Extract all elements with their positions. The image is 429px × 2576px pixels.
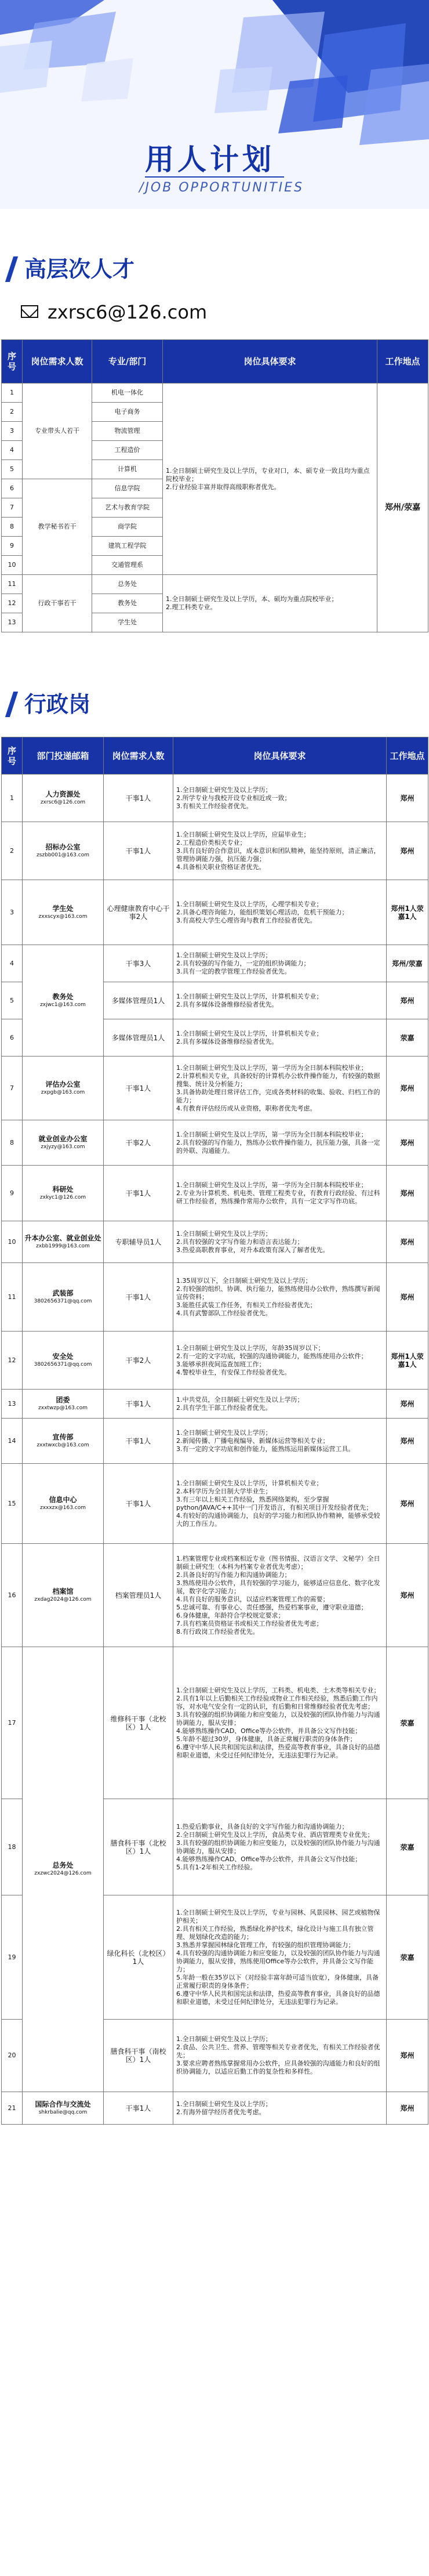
loc-cell: 郑州 xyxy=(387,2020,428,2092)
row-no: 6 xyxy=(2,1019,23,1057)
req-line: 4.具备相关职业资格证者优先。 xyxy=(176,863,266,871)
loc-cell: 郑州 xyxy=(387,1221,428,1263)
table-row xyxy=(2,880,428,945)
loc-cell: 郑州 xyxy=(387,775,428,822)
req-line: 1.全日制硕士研究生及以上学历，第一学历为全日制本科院校毕业； xyxy=(176,1130,368,1138)
loc-cell: 郑州 xyxy=(387,1263,428,1332)
dept-name: 学生处 xyxy=(52,904,74,913)
dept-name: 招标办公室 xyxy=(45,842,81,851)
mail-icon xyxy=(21,305,38,318)
dept-email[interactable]: zxpgb@163.com xyxy=(41,1089,85,1095)
table-row xyxy=(2,1221,428,1263)
loc-cell: 荥嘉 xyxy=(387,1799,428,1895)
req-line: 5.年龄不超过30岁，身体健康，具备正常履行职责的身体条件； xyxy=(176,1735,357,1743)
req-line: 2.本科学历为全日制大学毕业生； xyxy=(176,1487,272,1495)
job-cell: 膳食科干事（北校区）1人 xyxy=(104,1799,173,1895)
loc-cell: 郑州1人荥嘉1人 xyxy=(387,1332,428,1390)
col-no: 序号 xyxy=(2,340,23,383)
req-cell xyxy=(173,822,387,880)
row-no: 20 xyxy=(2,2020,23,2092)
dept-name: 总务处 xyxy=(52,1861,74,1869)
req-line: 1.全日制硕士研究生及以上学历； xyxy=(176,2100,272,2108)
row-no: 9 xyxy=(2,537,23,556)
req-line: 2.具有1年以上后勤相关工作经验或物业工作相关经验，熟悉后勤工作内容，对水电气安全有一定的认识，有后勤和日常维修经验者优先考虑； xyxy=(176,1694,378,1710)
req-line: 3.具有较强的组织协调能力和应变能力，以及较强的团队协作能力与沟通协调能力，服从安排； xyxy=(176,1839,380,1855)
loc-cell: 郑州 xyxy=(387,822,428,880)
dept-email[interactable]: zxdag2024@126.com xyxy=(34,1596,92,1602)
row-no: 8 xyxy=(2,518,23,537)
dept-email[interactable]: zxkyc1@126.com xyxy=(39,1194,86,1200)
job-cell: 干事1人 xyxy=(104,1390,173,1419)
dept-email[interactable]: zszbb001@163.com xyxy=(36,852,89,858)
job-cell: 干事1人 xyxy=(104,822,173,880)
req-line: 3.热爱高职教育事业，对升本政策有深入了解者优先。 xyxy=(176,1246,329,1254)
job-cell: 干事1人 xyxy=(104,775,173,822)
row-no: 5 xyxy=(2,982,23,1019)
loc-cell: 郑州1人荥嘉1人 xyxy=(387,880,428,945)
col-major: 专业/部门 xyxy=(92,340,163,383)
req-line: 2.行业经验丰富并取得高级职称者优先。 xyxy=(166,483,281,491)
req-line: 2.理工科类专业。 xyxy=(166,603,217,611)
table-row xyxy=(2,1263,428,1332)
admin-table xyxy=(1,737,428,2125)
major-cell: 艺术与教育学院 xyxy=(92,498,163,518)
req-line: 7.具有档案员资格证书或相关工作经验者优先考虑； xyxy=(176,1619,323,1627)
loc-cell: 郑州/荥嘉 xyxy=(377,383,428,632)
req-line: 1.全日制硕士研究生及以上学历； xyxy=(176,786,272,794)
loc-cell: 郑州/荥嘉 xyxy=(387,945,428,982)
row-no: 17 xyxy=(2,1647,23,1799)
table-header-row xyxy=(2,340,428,383)
job-cell: 档案管理员1人 xyxy=(104,1544,173,1647)
dept-email[interactable]: 3802656371@qq.com xyxy=(34,1298,92,1304)
req-line: 2.具有学生干部工作经验者优先。 xyxy=(176,1403,272,1412)
req-line: 4.有教育评估经历或从业资格，职称者优先考虑。 xyxy=(176,1104,317,1112)
table-row xyxy=(2,1647,428,1799)
req-cell xyxy=(173,1544,387,1647)
dept-cell xyxy=(23,880,104,945)
req-line: 1.全日制硕士研究生及以上学历，应届毕业生； xyxy=(176,830,310,838)
req-line: 2.具有较强的文字写作能力和语言表达能力； xyxy=(176,1238,304,1246)
row-no: 14 xyxy=(2,1419,23,1464)
dept-cell xyxy=(23,945,104,1057)
dept-cell xyxy=(23,1166,104,1221)
table-row xyxy=(2,575,428,594)
dept-email[interactable]: shkrbalie@qq.com xyxy=(38,2109,88,2115)
loc-cell: 郑州 xyxy=(387,1544,428,1647)
table-row xyxy=(2,945,428,982)
major-cell: 建筑工程学院 xyxy=(92,537,163,556)
req-line: 2.具有多媒体设备维修经验者优先。 xyxy=(176,1037,278,1045)
req-line: 3.有相关工作经验者优先。 xyxy=(176,802,253,810)
req-line: 1.全日制硕士研究生及以上学历，计算机相关专业； xyxy=(176,1479,323,1487)
req-cell xyxy=(173,2020,387,2092)
dept-name: 团委 xyxy=(56,1395,70,1404)
banner-graphic xyxy=(0,0,429,209)
req-cell xyxy=(173,1332,387,1390)
dept-name: 评估办公室 xyxy=(45,1080,81,1088)
row-no: 2 xyxy=(2,403,23,422)
req-line: 8.有行政岗工作经验者优先。 xyxy=(176,1627,259,1636)
col-loc: 工作地点 xyxy=(377,340,428,383)
req-line: 2.新闻传播、广播电视编导、新媒体运营等相关专业； xyxy=(176,1437,329,1445)
col-loc: 工作地点 xyxy=(387,737,428,775)
req-line: 6.遵守中华人民共和国宪法和法律，热爱高等教育事业，具备良好的品德和职业道德，未受过任何纪律处分，无违法犯罪行为记录。 xyxy=(176,1989,380,2006)
row-no: 6 xyxy=(2,479,23,498)
job-cell: 绿化科长（北校区）1人 xyxy=(104,1895,173,2020)
dept-name: 信息中心 xyxy=(49,1495,77,1504)
major-cell: 商学院 xyxy=(92,518,163,537)
req-cell xyxy=(173,775,387,822)
req-cell xyxy=(173,1120,387,1166)
row-no: 16 xyxy=(2,1544,23,1647)
loc-cell: 荥嘉 xyxy=(387,1895,428,2020)
req-line: 1.全日制硕士研究生及以上学历，工科类、机电类、土木类等相关专业； xyxy=(176,1686,380,1694)
table-header-row xyxy=(2,737,428,775)
job-cell: 干事3人 xyxy=(104,945,173,982)
col-req: 岗位具体要求 xyxy=(163,340,377,383)
row-no: 19 xyxy=(2,1895,23,2020)
req-line: 1.全日制硕士研究生及以上学历； xyxy=(176,951,272,959)
dept-cell xyxy=(23,1120,104,1166)
row-no: 11 xyxy=(2,575,23,594)
req-line: 2.食品、公共卫生、营养、管理等相关专业者优先，有相关工作经验者优先； xyxy=(176,2043,380,2059)
req-line: 4.具有较强的沟通协调能力和应变能力，以及较强的团队协作能力与沟通协调能力，服从安排，熟练使用Office等办公软件，并具备公文写作能力； xyxy=(176,1949,380,1973)
dept-cell xyxy=(23,1544,104,1647)
table-row xyxy=(2,1166,428,1221)
table-row xyxy=(2,1120,428,1166)
row-no: 7 xyxy=(2,498,23,518)
row-no: 8 xyxy=(2,1120,23,1166)
req-line: 2.具有较强的写作能力，熟练办公软件操作能力，抗压能力强，具备一定的外联、沟通能力。 xyxy=(176,1138,380,1155)
row-no: 13 xyxy=(2,613,23,632)
req-cell xyxy=(173,1464,387,1544)
req-line: 2.具备心理咨询能力，能组织策划心理活动，危机干预能力； xyxy=(176,908,348,916)
dept-cell xyxy=(23,1419,104,1464)
col-no: 序号 xyxy=(2,737,23,775)
req-cell xyxy=(173,2092,387,2125)
loc-cell: 荥嘉 xyxy=(387,1647,428,1799)
req-line: 4.能够熟练操作CAD、Office等办公软件，并具备公文写作技能； xyxy=(176,1727,362,1735)
major-cell: 交通管理系 xyxy=(92,556,163,575)
req-line: 3.具备协助处理日常评估工作，完成各类材料的收集、验收、归档工作的能力； xyxy=(176,1088,380,1104)
row-no: 15 xyxy=(2,1464,23,1544)
req-cell xyxy=(163,575,377,632)
req-line: 2.有海外留学经历者优先考虑。 xyxy=(176,2108,266,2116)
loc-cell: 郑州 xyxy=(387,1057,428,1120)
req-cell xyxy=(173,1390,387,1419)
loc-cell: 郑州 xyxy=(387,1120,428,1166)
row-no: 5 xyxy=(2,460,23,479)
req-line: 3.有高校大学生心理咨询与教育工作经验者优先。 xyxy=(176,916,317,924)
req-cell xyxy=(173,1419,387,1464)
req-line: 1.全日制硕士研究生及以上学历，年龄35周岁以下； xyxy=(176,1344,325,1352)
dept-cell xyxy=(23,822,104,880)
job-cell: 专业带头人若干 xyxy=(23,383,92,479)
table-row xyxy=(2,1419,428,1464)
dept-email[interactable]: zxjyzy@163.com xyxy=(41,1144,85,1150)
job-cell: 膳食科干事（南校区）1人 xyxy=(104,2020,173,2092)
job-cell: 维修科干事（北校区）1人 xyxy=(104,1647,173,1799)
req-line: 4.警校毕业生，有安保工作经验者优先。 xyxy=(176,1368,291,1376)
heading-bar xyxy=(5,692,18,717)
major-cell: 电子商务 xyxy=(92,403,163,422)
header-banner xyxy=(0,0,429,209)
row-no: 7 xyxy=(2,1057,23,1120)
dept-cell xyxy=(23,1647,104,2092)
page-subtitle: /JOB OPPORTUNITIES xyxy=(139,180,304,195)
section-title: 行政岗 xyxy=(24,692,91,717)
dept-cell xyxy=(23,2092,104,2125)
req-line: 4.具有武警部队工作经验者优先。 xyxy=(176,1309,272,1317)
req-line: 2.计算机相关专业，具备较好的计算机办公软件操作能力，有较强的数据搜集、统计及分析能力； xyxy=(176,1072,380,1088)
dept-cell xyxy=(23,1057,104,1120)
major-cell: 教务处 xyxy=(92,594,163,613)
req-line: 1.全日制硕士研究生及以上学历； xyxy=(176,1428,272,1437)
row-no: 4 xyxy=(2,441,23,460)
col-dept: 部门投递邮箱 xyxy=(23,737,104,775)
job-cell: 干事1人 xyxy=(104,1166,173,1221)
dept-name: 武装部 xyxy=(52,1289,74,1297)
req-cell xyxy=(173,1166,387,1221)
req-cell xyxy=(173,945,387,982)
table-row xyxy=(2,2092,428,2125)
req-line: 3.能够承担夜间巡查加班工作； xyxy=(176,1360,266,1368)
job-cell: 干事1人 xyxy=(104,1464,173,1544)
req-line: 1.35周岁以下，全日制硕士研究生及以上学历； xyxy=(176,1276,312,1285)
page-title: 用人计划 xyxy=(145,143,275,176)
req-line: 2.具有多媒体设备维修经验者优先。 xyxy=(176,1000,278,1008)
req-line: 3.具有良好的合作意识，成本意识和团队精神，能坚持原则，清正廉洁，管理协调能力强，抗压能力强； xyxy=(176,846,380,863)
req-line: 1.全日制硕士研究生及以上学历，本、硕均为重点院校毕业； xyxy=(166,595,338,603)
req-line: 1.中共党员，全日制硕士研究生及以上学历； xyxy=(176,1395,304,1403)
dept-cell xyxy=(23,1263,104,1332)
req-line: 3.要求应聘者熟练掌握常用办公软件，应具备较强的沟通能力和良好的组织协调能力，以适应后勤工作的复杂性和多样性。 xyxy=(176,2060,380,2075)
req-line: 1.全日制硕士研究生及以上学历，计算机相关专业； xyxy=(176,1029,323,1037)
req-line: 3.具有较强的组织协调能力和应变能力，以及较强的团队协作能力与沟通协调能力，服从安排； xyxy=(176,1710,380,1727)
req-line: 1.热爱后勤事业，具备良好的文字写作能力和沟通协调能力； xyxy=(176,1822,348,1830)
dept-cell xyxy=(23,1332,104,1390)
req-cell xyxy=(173,1895,387,2020)
job-cell: 干事1人 xyxy=(104,1057,173,1120)
row-no: 2 xyxy=(2,822,23,880)
job-cell: 干事1人 xyxy=(104,1263,173,1332)
req-line: 5.忠诚可靠、有事业心、责任感强，热爱档案事业，遵守职业道德； xyxy=(176,1603,368,1611)
req-line: 1.档案管理专业或档案相近专业（图书情报、汉语言文学、文秘学）全日制硕士研究生（本科为档案专业者优先考虑）； xyxy=(176,1554,380,1571)
row-no: 1 xyxy=(2,383,23,403)
major-cell: 学生处 xyxy=(92,613,163,632)
req-line: 3.能胜任武装工作任务，有相关工作经验者优先； xyxy=(176,1301,317,1309)
row-no: 9 xyxy=(2,1166,23,1221)
dept-email[interactable]: zxxtwzp@163.com xyxy=(38,1405,88,1411)
loc-cell: 郑州 xyxy=(387,1166,428,1221)
req-line: 2.专业为计算机类、机电类、管理工程类专业，有教育行政经验、有过科研工作经验者，熟练操作常用办公软件，具有一定文字写作功底。 xyxy=(176,1189,380,1205)
job-cell: 干事2人 xyxy=(104,1120,173,1166)
dept-name: 档案馆 xyxy=(52,1587,74,1595)
req-line: 2.具有较强的写作能力，一定的组织协调能力； xyxy=(176,959,310,967)
req-line: 3.有一定的文字功底和创作能力，能熟练运用新媒体运营工具。 xyxy=(176,1445,355,1453)
row-no: 3 xyxy=(2,880,23,945)
req-cell xyxy=(173,1799,387,1895)
row-no: 18 xyxy=(2,1799,23,1895)
major-cell: 机电一体化 xyxy=(92,383,163,403)
dept-name: 教务处 xyxy=(52,992,74,1001)
row-no: 11 xyxy=(2,1263,23,1332)
dept-cell xyxy=(23,1464,104,1544)
req-line: 3.熟悉并掌握园林绿化管理工作，有较强的组织管理协调能力； xyxy=(176,1941,355,1949)
dept-email[interactable]: zxxxzx@163.com xyxy=(39,1504,86,1511)
email-address[interactable]: zxrsc6@126.com xyxy=(48,301,208,323)
req-line: 4.有较好的沟通协调能力，良好的学习能力和团队协作精神，能够承受较大的工作压力。 xyxy=(176,1511,380,1528)
req-line: 2.工程造价类相关专业； xyxy=(176,838,246,846)
req-cell xyxy=(173,1019,387,1057)
major-cell: 信息学院 xyxy=(92,479,163,498)
req-cell xyxy=(163,383,377,575)
dept-email[interactable]: zxxtwxcb@163.com xyxy=(37,1442,89,1448)
req-line: 1.全日制硕士研究生及以上学历； xyxy=(176,2035,272,2043)
req-line: 5.年龄一般在35岁以下（对经验丰富年龄可适当放宽），身体健康，具备正常履行职责的身体条件； xyxy=(176,1973,379,1989)
loc-cell: 郑州 xyxy=(387,1390,428,1419)
dept-email[interactable]: zxjwc1@163.com xyxy=(40,1001,86,1008)
req-line: 1.全日制硕士研究生及以上学历，第一学历为全日制本科院校毕业； xyxy=(176,1181,368,1189)
req-line: 3.具有一定的教学管理工作经验者优先。 xyxy=(176,967,291,975)
req-line: 2.全日制硕士研究生及以上学历，食品类专业、酒店管理类专业优先； xyxy=(176,1830,374,1839)
loc-cell: 郑州 xyxy=(387,982,428,1019)
row-no: 10 xyxy=(2,1221,23,1263)
table-row xyxy=(2,775,428,822)
loc-cell: 郑州 xyxy=(387,2092,428,2125)
row-no: 13 xyxy=(2,1390,23,1419)
section-title: 高层次人才 xyxy=(24,256,135,282)
row-no: 10 xyxy=(2,556,23,575)
row-no: 12 xyxy=(2,594,23,613)
job-cell: 心理健康教育中心干事2人 xyxy=(104,880,173,945)
row-no: 12 xyxy=(2,1332,23,1390)
table-row xyxy=(2,1057,428,1120)
job-cell: 多媒体管理员1人 xyxy=(104,982,173,1019)
req-line: 3.熟练使用办公软件，具有较强的学习能力，能够适应信息化、数字化发展，数字化学习能力； xyxy=(176,1579,380,1595)
req-line: 1.全日制硕士研究生及以上学历，心理学相关专业； xyxy=(176,900,323,908)
job-cell: 干事1人 xyxy=(104,2092,173,2125)
loc-cell: 郑州 xyxy=(387,1464,428,1544)
dept-cell xyxy=(23,775,104,822)
dept-name: 升本办公室、就业创业处 xyxy=(24,1233,101,1242)
req-line: 2.具备良好的写作能力和沟通协调能力； xyxy=(176,1571,291,1579)
req-cell xyxy=(173,982,387,1019)
talent-table xyxy=(1,339,428,632)
row-no: 4 xyxy=(2,945,23,982)
major-cell: 物流管理 xyxy=(92,422,163,441)
req-line: 6.身体健康，年龄符合学校规定要求； xyxy=(176,1611,285,1619)
major-cell: 总务处 xyxy=(92,575,163,594)
req-line: 2.具有相关工作经验，熟悉绿化养护技术，绿化设计与施工具有独立管理、规划绿化改造的能力； xyxy=(176,1924,374,1941)
dept-name: 安全处 xyxy=(52,1352,74,1361)
row-no: 3 xyxy=(2,422,23,441)
job-cell: 行政干事若干 xyxy=(23,575,92,632)
dept-name: 宣传部 xyxy=(52,1432,74,1441)
job-cell: 多媒体管理员1人 xyxy=(104,1019,173,1057)
major-cell: 工程造价 xyxy=(92,441,163,460)
col-job: 岗位需求人数 xyxy=(23,340,92,383)
heading-bar xyxy=(5,256,18,282)
table-row xyxy=(2,1332,428,1390)
req-line: 5.具有1-2年相关工作经验。 xyxy=(176,1863,257,1871)
table-row xyxy=(2,1390,428,1419)
job-cell: 专职辅导员1人 xyxy=(104,1221,173,1263)
req-line: 2.所学专业与我校开设专业相近或一致； xyxy=(176,794,291,802)
req-line: 4.具有良好的服务意识，以适应档案管理工作的需要； xyxy=(176,1595,329,1603)
req-cell xyxy=(173,1263,387,1332)
dept-cell xyxy=(23,1221,104,1263)
req-line: 1.全日制硕士研究生及以上学历； xyxy=(176,1229,272,1238)
row-no: 1 xyxy=(2,775,23,822)
dept-name: 国际合作与交流处 xyxy=(35,2100,91,2108)
job-cell: 干事1人 xyxy=(104,1419,173,1464)
req-cell xyxy=(173,1221,387,1263)
table-row xyxy=(2,1544,428,1647)
dept-email[interactable]: zxzwc2024@126.com xyxy=(34,1871,92,1876)
table-row xyxy=(2,1464,428,1544)
req-line: 4.能够熟练操作CAD、Office等办公软件，并具备公文写作技能； xyxy=(176,1855,362,1863)
req-line: 2.有较强的组织、协调、执行能力，能熟练使用办公软件，熟练撰写新闻宣传资料； xyxy=(176,1285,380,1301)
major-cell: 计算机 xyxy=(92,460,163,479)
req-line: 6.遵守中华人民共和国宪法和法律，热爱高等教育事业，具备良好的品德和职业道德，未受过任何纪律处分，无违法犯罪行为记录。 xyxy=(176,1743,380,1759)
req-cell xyxy=(173,1647,387,1799)
req-line: 2.有一定的文字功底，较强的沟通协调能力，能熟练使用办公软件； xyxy=(176,1352,368,1360)
dept-email[interactable]: zxrsc6@126.com xyxy=(40,799,86,805)
req-line: 1.全日制硕士研究生及以上学历，专业对口，本、硕专业一致且均为重点院校毕业； xyxy=(166,466,370,483)
req-line: 1.全日制硕士研究生及以上学历，计算机相关专业； xyxy=(176,992,323,1000)
table-row xyxy=(2,383,428,403)
req-cell xyxy=(173,1057,387,1120)
dept-email[interactable]: zxbb1999@163.com xyxy=(36,1243,90,1249)
dept-cell xyxy=(23,1390,104,1419)
table-row xyxy=(2,822,428,880)
job-cell: 干事2人 xyxy=(104,1332,173,1390)
loc-cell: 荥嘉 xyxy=(387,1019,428,1057)
col-job: 岗位需求人数 xyxy=(104,737,173,775)
col-req: 岗位具体要求 xyxy=(173,737,387,775)
dept-name: 科研处 xyxy=(52,1185,74,1193)
loc-cell: 郑州 xyxy=(387,1419,428,1464)
row-no: 21 xyxy=(2,2092,23,2125)
dept-name: 就业创业办公室 xyxy=(38,1134,88,1143)
dept-name: 人力资源处 xyxy=(45,790,81,798)
job-cell: 教学秘书若干 xyxy=(23,479,92,575)
dept-email[interactable]: 3802656371@qq.com xyxy=(34,1361,92,1367)
req-line: 1.全日制硕士研究生及以上学历，第一学历为全日制本科院校毕业； xyxy=(176,1063,368,1072)
req-line: 3.有三年以上相关工作经验，熟悉网络架构，至少掌握python/JAVA/C++其中一门开发语言，有相关项目开发经验者优先； xyxy=(176,1495,373,1511)
req-line: 1.全日制硕士研究生及以上学历，专业与园林、风景园林、园艺或植物保护相关； xyxy=(176,1908,380,1924)
req-cell xyxy=(173,880,387,945)
dept-email[interactable]: zxxscyx@163.com xyxy=(38,913,88,920)
